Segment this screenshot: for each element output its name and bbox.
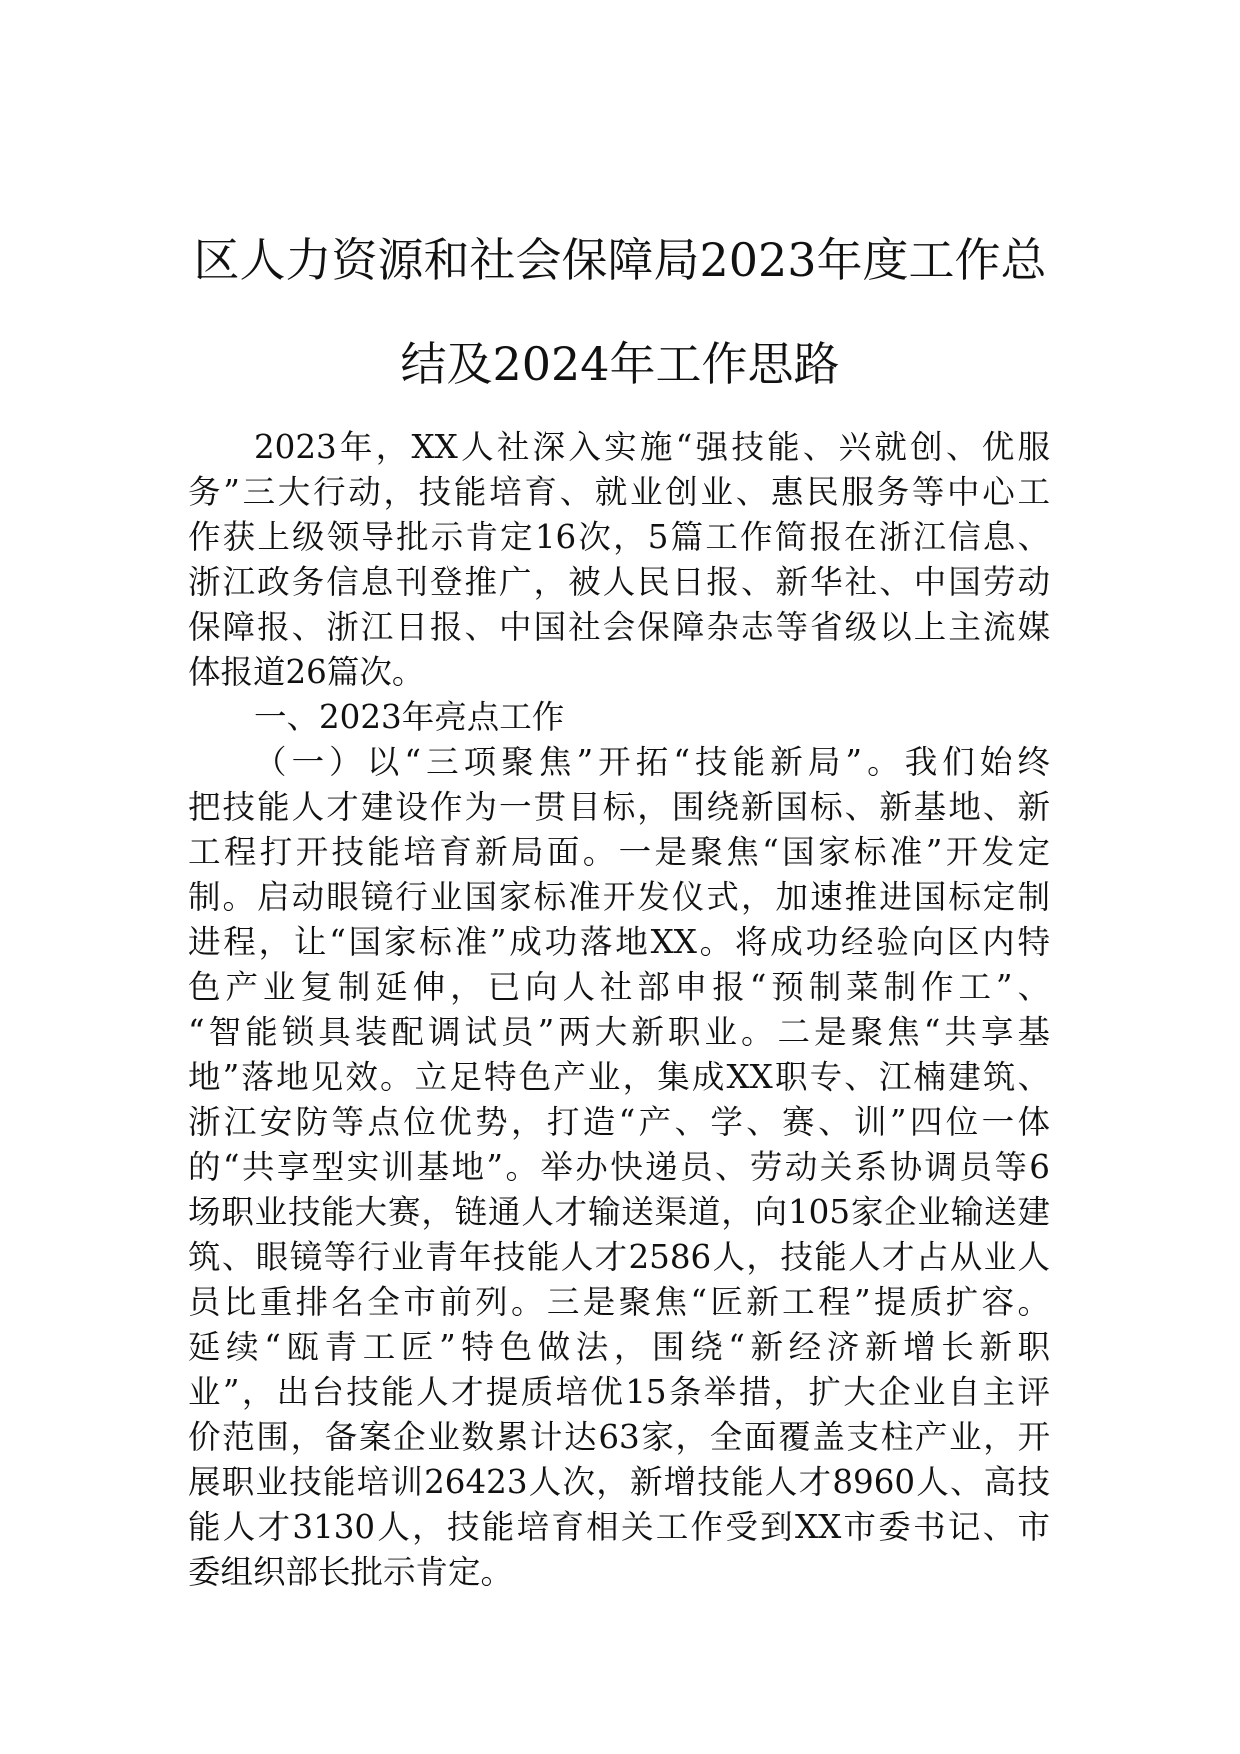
paragraph-intro-line: 务”三大行动，技能培育、就业创业、惠民服务等中心工: [188, 473, 1050, 511]
paragraph-skills-line: 地”落地见效。立足特色产业，集成XX职专、江楠建筑、: [188, 1058, 1050, 1096]
paragraph-intro-line: 作获上级领导批示肯定16次，5篇工作简报在浙江信息、: [188, 518, 1050, 556]
paragraph-skills-line: 的“共享型实训基地”。举办快递员、劳动关系协调员等6: [188, 1148, 1050, 1186]
paragraph-skills-line: （一）以“三项聚焦”开拓“技能新局”。我们始终: [254, 743, 1050, 781]
paragraph-skills-line: 浙江安防等点位优势，打造“产、学、赛、训”四位一体: [188, 1103, 1050, 1141]
paragraph-skills-line: 价范围，备案企业数累计达63家，全面覆盖支柱产业，开: [188, 1418, 1050, 1456]
section-heading-highlights: 一、2023年亮点工作: [254, 698, 565, 736]
paragraph-skills-line: 色产业复制延伸，已向人社部申报“预制菜制作工”、: [188, 968, 1050, 1006]
paragraph-skills-line: 把技能人才建设作为一贯目标，围绕新国标、新基地、新: [188, 788, 1050, 826]
paragraph-skills-line: 进程，让“国家标准”成功落地XX。将成功经验向区内特: [188, 923, 1050, 961]
paragraph-intro-line: 浙江政务信息刊登推广，被人民日报、新华社、中国劳动: [188, 563, 1050, 601]
paragraph-intro-line: 保障报、浙江日报、中国社会保障杂志等省级以上主流媒: [188, 608, 1050, 646]
paragraph-skills-line: 委组织部长批示肯定。: [188, 1553, 514, 1591]
paragraph-skills-line: 筑、眼镜等行业青年技能人才2586人，技能人才占从业人: [188, 1238, 1050, 1276]
document-body: [188, 425, 1050, 1595]
paragraph-intro-line: 2023年，XX人社深入实施“强技能、兴就创、优服: [254, 428, 1050, 466]
title-line-1: 区人力资源和社会保障局2023年度工作总: [193, 233, 1047, 287]
paragraph-skills-line: 工程打开技能培育新局面。一是聚焦“国家标准”开发定: [188, 833, 1050, 871]
paragraph-skills-line: 业”，出台技能人才提质培优15条举措，扩大企业自主评: [188, 1373, 1050, 1411]
paragraph-skills-line: 制。启动眼镜行业国家标准开发仪式，加速推进国标定制: [188, 878, 1050, 916]
paragraph-skills-line: 展职业技能培训26423人次，新增技能人才8960人、高技: [188, 1463, 1050, 1501]
paragraph-intro-line: 体报道26篇次。: [188, 653, 425, 691]
paragraph-skills-line: 延续“瓯青工匠”特色做法，围绕“新经济新增长新职: [188, 1328, 1050, 1366]
paragraph-skills-line: “智能锁具装配调试员”两大新职业。二是聚焦“共享基: [188, 1013, 1050, 1051]
paragraph-skills-line: 场职业技能大赛，链通人才输送渠道，向105家企业输送建: [188, 1193, 1050, 1231]
document-title: [150, 208, 1090, 416]
paragraph-skills-line: 员比重排名全市前列。三是聚焦“匠新工程”提质扩容。: [188, 1283, 1050, 1321]
paragraph-skills-line: 能人才3130人，技能培育相关工作受到XX市委书记、市: [188, 1508, 1050, 1546]
title-line-2: 结及2024年工作思路: [400, 337, 840, 391]
